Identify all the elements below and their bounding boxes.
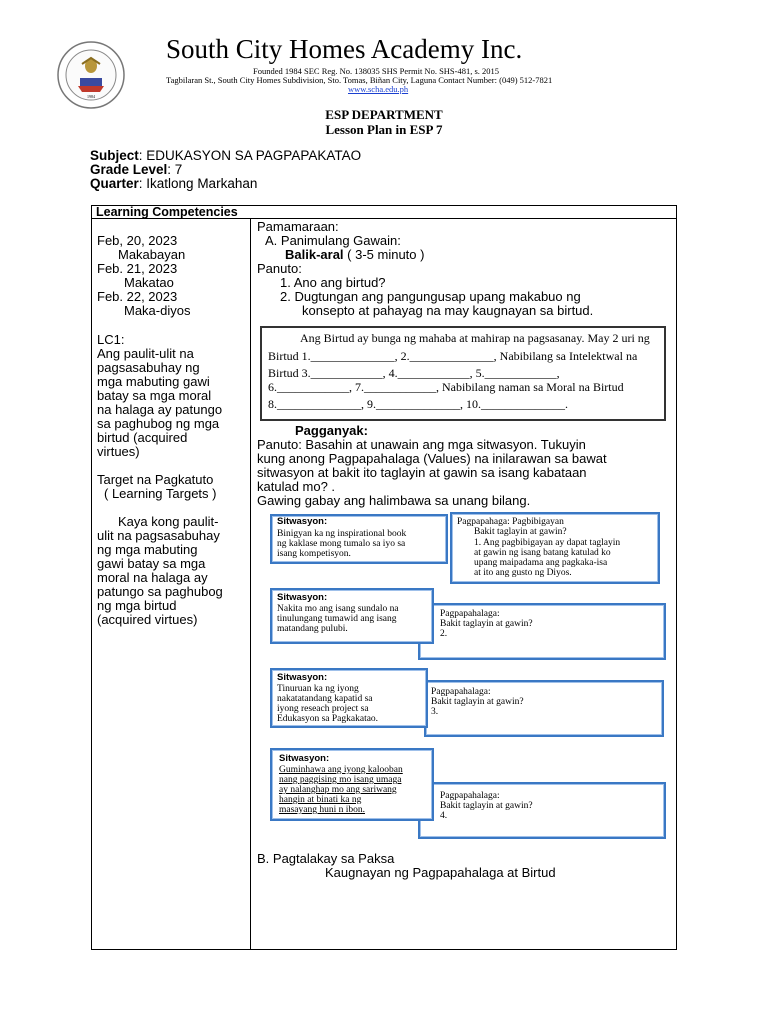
value-line: at ito ang gusto ng Diyos. xyxy=(474,568,572,578)
panimulang-gawain: A. Panimulang Gawain: xyxy=(265,233,401,248)
question-1: 1. Ano ang birtud? xyxy=(280,275,386,290)
lc-line: sa paghubog ng mga xyxy=(97,416,220,431)
panuto-label: Panuto: xyxy=(257,261,302,276)
value-line: Pagpapahalaga: xyxy=(440,609,500,619)
grade-line xyxy=(90,162,182,177)
kaugnayan-subheading: Kaugnayan ng Pagpapahalaga at Birtud xyxy=(325,865,556,880)
target-line: ng mga mabuting xyxy=(97,542,198,557)
grade-label: Grade Level xyxy=(90,162,168,177)
quarter-value: : Ikatlong Markahan xyxy=(138,176,258,191)
subject-label: Subject xyxy=(90,148,139,163)
website-link[interactable]: www.scha.edu.ph xyxy=(348,84,409,94)
target-line: Kaya kong paulit- xyxy=(118,514,219,529)
quarter-label: Quarter xyxy=(90,176,139,191)
subject-value: : EDUKASYON SA PAGPAPAKATAO xyxy=(138,148,362,163)
situation-line: iyong reseach project sa xyxy=(277,704,369,714)
section-2: Makatao xyxy=(124,275,174,290)
value-line: Bakit taglayin at gawin? xyxy=(440,801,533,811)
value-line: Pagpapahaga: Pagbibigayan xyxy=(457,517,564,527)
date-2: Feb. 21, 2023 xyxy=(97,261,178,276)
value-line: Pagpapahalaga: xyxy=(440,791,500,801)
situation-title: Sitwasyon: xyxy=(277,516,328,527)
situation-line: matandang pulubi. xyxy=(277,624,348,634)
value-line: 3. xyxy=(431,707,439,717)
value-line: 4. xyxy=(440,811,448,821)
birtud-line: Ang Birtud ay bunga ng mahaba at mahirap na pagsasanay. May 2 uri ng xyxy=(300,331,650,345)
question-2: 2. Dugtungan ang pangungusap upang makabuo ng xyxy=(280,289,581,304)
balik-aral-line xyxy=(285,248,424,262)
target-label: Target na Pagkatuto xyxy=(97,472,214,487)
target-line: ulit na pagsasabuhay xyxy=(97,528,220,543)
situation-line: Binigyan ka ng inspirational book xyxy=(277,529,407,539)
lc-line: virtues) xyxy=(97,444,140,459)
lesson-plan-title: Lesson Plan in ESP 7 xyxy=(325,122,443,137)
pagtalakay-heading: B. Pagtalakay sa Paksa xyxy=(257,851,395,866)
value-line: 1. Ang pagbibigayan ay dapat taglayin xyxy=(474,538,621,548)
birtud-line: Birtud 1.______________, 2.______________, Nabibilang sa Intelektwal na xyxy=(268,349,638,363)
situation-line: ay nalanghap mo ang sariwang xyxy=(279,785,397,795)
situation-line: tinulungang tumawid ang isang xyxy=(277,614,397,624)
situation-line: Nakita mo ang isang sundalo na xyxy=(277,604,399,614)
target-line: moral na halaga ay xyxy=(97,570,208,585)
date-1: Feb, 20, 2023 xyxy=(97,233,178,248)
school-name: South City Homes Academy Inc. xyxy=(166,34,523,64)
lc-line: birtud (acquired xyxy=(97,430,188,445)
situation-line: Guminhawa ang iyong kalooban xyxy=(279,765,403,775)
registration-line: Founded 1984 SEC Reg. No. 138035 SHS Permit No. SHS-481, s. 2015 xyxy=(253,66,500,76)
birtud-line: 8.______________, 9.______________, 10.______________. xyxy=(268,397,568,411)
situation-line: hangin at binati ka ng xyxy=(279,795,362,805)
value-line: upang maipadama ang pagkaka-isa xyxy=(474,558,608,568)
learning-competencies-header: Learning Competencies xyxy=(91,205,677,219)
target-line: ng mga birtud xyxy=(97,598,177,613)
pagganyak-label: Pagganyak: xyxy=(295,423,368,438)
section-1: Makabayan xyxy=(118,247,186,262)
situation-line: ng kaklase mong tumalo sa iyo sa xyxy=(277,539,406,549)
value-line: at gawin ng isang batang katulad ko xyxy=(474,548,611,558)
birtud-line: Birtud 3.____________, 4.____________, 5.____________, xyxy=(268,366,560,380)
situation-line: Tinuruan ka ng iyong xyxy=(277,684,359,694)
value-line: 2. xyxy=(440,629,448,639)
value-line: Pagpapahalaga: xyxy=(431,687,491,697)
value-line: Bakit taglayin at gawin? xyxy=(431,697,524,707)
target-line: gawi batay sa mga xyxy=(97,556,206,571)
balik-aral-time: ( 3-5 minuto ) xyxy=(343,247,425,262)
situation-title: Sitwasyon: xyxy=(277,592,328,603)
pamamaraan-label: Pamamaraan: xyxy=(257,219,339,234)
value-line: Bakit taglayin at gawin? xyxy=(440,619,533,629)
pagganyak-line: Gawing gabay ang halimbawa sa unang bilang. xyxy=(257,493,531,508)
address-line: Tagbilaran St., South City Homes Subdivision, Sto. Tomas, Biñan City, Laguna Contact Number: (049) 512-7821 xyxy=(166,75,553,85)
lc-line: mga mabuting gawi xyxy=(97,374,210,389)
section-3: Maka-diyos xyxy=(124,303,191,318)
quarter-line xyxy=(90,176,257,191)
lc-line: na halaga ay patungo xyxy=(97,402,223,417)
column-divider xyxy=(250,219,251,950)
balik-aral-label: Balik-aral xyxy=(285,247,344,262)
situation-title: Sitwasyon: xyxy=(277,672,328,683)
grade-value: : 7 xyxy=(167,162,183,177)
lc-label: LC1: xyxy=(97,332,125,347)
lc-line: Ang paulit-ulit na xyxy=(97,346,194,361)
situation-line: isang kompetisyon. xyxy=(277,549,351,559)
value-line: Bakit taglayin at gawin? xyxy=(474,527,567,537)
target-line: (acquired virtues) xyxy=(97,612,198,627)
subject-line xyxy=(90,148,361,163)
target-sub: ( Learning Targets ) xyxy=(104,486,217,501)
lc-line: batay sa mga moral xyxy=(97,388,212,403)
question-2-cont: konsepto at pahayag na may kaugnayan sa birtud. xyxy=(302,303,594,318)
school-logo xyxy=(56,40,126,110)
pagganyak-line: kung anong Pagpapahalaga (Values) na inilarawan sa bawat xyxy=(257,451,607,466)
situation-line: masayang huni n ibon. xyxy=(279,805,366,815)
pagganyak-line: Panuto: Basahin at unawain ang mga sitwasyon. Tukuyin xyxy=(257,437,586,452)
target-line: patungo sa paghubog xyxy=(97,584,223,599)
situation-line: Edukasyon sa Pagkakatao. xyxy=(277,714,379,724)
pagganyak-line: sitwasyon at bakit ito taglayin at gawin sa isang kabataan xyxy=(257,465,587,480)
situation-title: Sitwasyon: xyxy=(279,753,330,764)
svg-text:1984: 1984 xyxy=(87,94,95,99)
birtud-line: 6.____________, 7.____________, Nabibilang naman sa Moral na Birtud xyxy=(268,380,624,394)
date-3: Feb. 22, 2023 xyxy=(97,289,178,304)
situation-line: nakatatandang kapatid sa xyxy=(277,694,373,704)
pagganyak-line: katulad mo? . xyxy=(257,479,336,494)
situation-line: nang paggising mo isang umaga xyxy=(279,775,402,785)
department-title: ESP DEPARTMENT xyxy=(325,107,443,122)
lc-line: pagsasabuhay ng xyxy=(97,360,200,375)
